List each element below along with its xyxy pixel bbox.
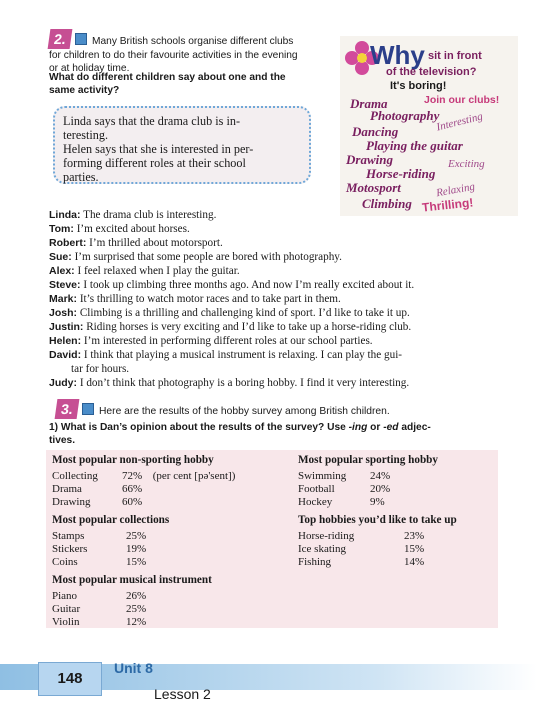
poster-hobby: Horse-riding — [366, 166, 436, 181]
book-icon — [75, 33, 87, 45]
dialog-line: tar for hours. — [71, 363, 130, 375]
dialog-line: Helen: I’m interested in performing different roles at our school parties. — [49, 335, 373, 347]
poster-boring: It's boring! — [390, 80, 447, 92]
poster-hobby: Drawing — [346, 152, 393, 167]
table-row: Stamps 25% — [52, 530, 147, 542]
musical-title: Most popular musical instrument — [52, 574, 212, 586]
poster-hobby: Dancing — [352, 124, 399, 139]
table-row: Stickers 19% — [52, 543, 147, 555]
table-row: Football 20% — [298, 483, 391, 495]
poster-tv: of the television? — [386, 66, 477, 78]
dialog-line: Tom: I’m excited about horses. — [49, 223, 190, 235]
table-row: Coins 15% — [52, 556, 147, 568]
exercise-3-question: 1) What is Dan’s opinion about the results of the survey? Use -ing or -ed adjec- tives. — [49, 422, 431, 446]
poster-hobby: Drama — [350, 96, 388, 111]
example-line: Helen says that she is interested in per- — [63, 142, 254, 156]
example-line: teresting. — [63, 128, 109, 142]
table-row: Hockey 9% — [298, 496, 385, 508]
poster-why: Why — [370, 40, 425, 70]
poster-sit: sit in front — [428, 50, 482, 62]
poster-adjective: Thrilling! — [421, 195, 474, 215]
dialog-line: Mark: It’s thrilling to watch motor races and to take part in them. — [49, 293, 341, 305]
dialog-line: Robert: I’m thrilled about motorsport. — [49, 237, 223, 249]
poster-hobby: Motosport — [346, 180, 401, 195]
page-number-box — [38, 662, 102, 696]
table-row: Violin 12% — [52, 616, 147, 628]
exercise-2-intro: 2. Many British schools organise different clubs for children to do their favourite activities in the evening or at holiday time. — [49, 31, 298, 74]
book-icon — [82, 403, 94, 415]
example-line: forming different roles at their school — [63, 156, 246, 170]
example-line: Linda says that the drama club is in- — [63, 114, 241, 128]
table-row: Ice skating 15% — [298, 543, 425, 555]
dialog-line: Linda: The drama club is interesting. — [49, 209, 217, 221]
dialog-line: Sue: I’m surprised that some people are bored with photography. — [49, 251, 342, 263]
table-row: Guitar 25% — [52, 603, 147, 615]
table-row: Horse-riding 23% — [298, 530, 425, 542]
poster-hobby: Climbing — [362, 196, 412, 211]
table-row: Collecting 72% (per cent [pə'sent]) — [52, 470, 236, 482]
exercise-2-question: What do different children say about one and the same activity? — [49, 72, 286, 96]
sporting-title: Most popular sporting hobby — [298, 454, 438, 466]
poster-adjective: Relaxing — [435, 180, 476, 200]
table-row: Fishing 14% — [298, 556, 425, 568]
poster-adjective: Interesting — [435, 110, 484, 134]
dialog-list — [49, 208, 519, 390]
poster-join: Join our clubs! — [424, 94, 500, 106]
dialog-line: Steve: I took up climbing three months ago. And now I’m really excited about it. — [49, 279, 415, 291]
dialog-line: Alex: I feel relaxed when I play the guitar. — [49, 265, 240, 277]
take-up-title: Top hobbies you’d like to take up — [298, 514, 457, 526]
non-sporting-title: Most popular non-sporting hobby — [52, 454, 214, 466]
example-speech-box — [53, 106, 311, 184]
dialog-line: Judy: I don’t think that photography is a boring hobby. I find it very interesting. — [49, 377, 410, 389]
table-row: Piano 26% — [52, 590, 147, 602]
poster-hobby: Playing the guitar — [366, 138, 463, 153]
club-poster — [340, 36, 518, 216]
dialog-line: Justin: Riding horses is very exciting and I’d like to take up a horse-riding club. — [49, 321, 412, 333]
page-number: 148 — [57, 670, 83, 687]
table-row: Swimming 24% — [298, 470, 391, 482]
survey-results-box — [46, 450, 498, 628]
table-row: Drawing 60% — [52, 496, 143, 508]
table-row: Drama 66% — [52, 483, 143, 495]
exercise-3-intro: 3. Here are the results of the hobby survey among British children. — [56, 399, 390, 419]
poster-hobby: Photography — [370, 108, 440, 123]
collections-title: Most popular collections — [52, 514, 170, 526]
exercise-3-number: 3. — [55, 399, 80, 419]
unit-label: Unit 8 — [114, 660, 153, 676]
poster-adjective: Exciting — [448, 158, 485, 170]
dialog-line: Josh: Climbing is a thrilling and challenging kind of sport. I’d like to take it up. — [49, 307, 410, 319]
example-line: parties. — [63, 170, 99, 184]
exercise-2-number: 2. — [48, 29, 73, 49]
dialog-line: David: I think that playing a musical instrument is relaxing. I can play the gui- — [49, 349, 403, 361]
lesson-label: Lesson 2 — [154, 686, 211, 702]
